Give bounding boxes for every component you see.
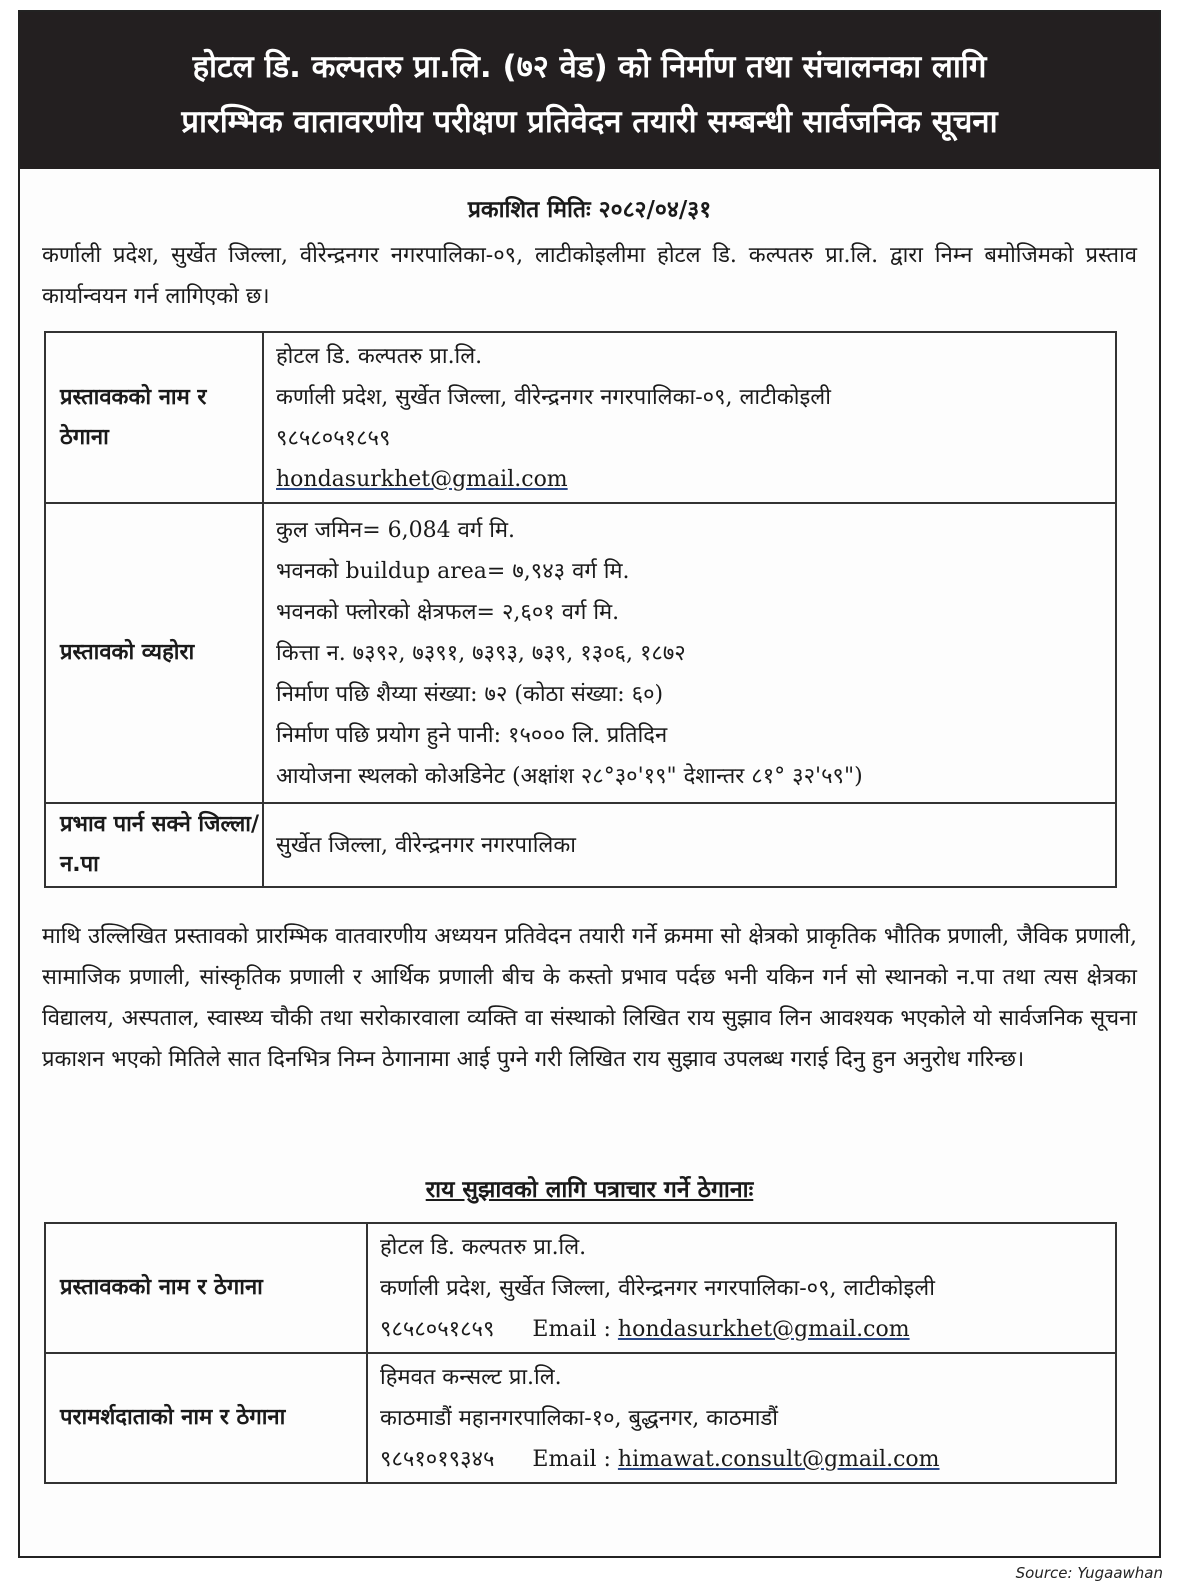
consultant-row	[45, 1353, 1116, 1483]
correspondence-proponent-value	[367, 1223, 1116, 1353]
affected-row	[45, 803, 1116, 887]
correspondence-heading	[20, 1168, 1159, 1212]
header-line-1: होटल डि. कल्पतरु प्रा.लि. (७२ वेड) को निर्माण तथा संचालनका लागि	[192, 49, 987, 85]
consultant-email-link[interactable]: himawat.consult@gmail.com	[617, 1446, 940, 1472]
correspondence-proponent-name: होटल डि. कल्पतरु प्रा.लि.	[380, 1234, 587, 1260]
body-paragraph: माथि उल्लिखित प्रस्तावको प्रारम्भिक वातवारणीय अध्ययन प्रतिवेदन तयारी गर्ने क्रममा सो क्षेत्रको प्राकृतिक भौतिक प्रणाली, जैविक प्रणाली, सामाजिक प्रणाली, सांस्कृतिक प्रणाली र आर्थिक प्रणाली बीच के कस्तो प्रभाव पर्दछ भनी यकिन गर्न सो स्थानको न.पा तथा त्यस क्षेत्रका विद्यालय, अस्पताल, स्वास्थ्य चौकी तथा सरोकारवाला व्यक्ति वा संस्थाको लिखित राय सुझाव लिन आवश्यक भएकोले यो सार्वजनिक सूचना प्रकाशन भएको मितिले सात दिनभित्र निम्न ठेगानामा आई पुग्ने गरी लिखित राय सुझाव उपलब्ध गराई दिनु हुन अनुरोध गरिन्छ।	[42, 924, 1137, 1072]
proponent-row	[45, 332, 1116, 503]
notice-header	[20, 12, 1159, 169]
source-credit: Source: Yugaawhan	[1015, 1564, 1163, 1582]
affected-label: प्रभाव पार्न सक्ने जिल्ला/ न.पा	[45, 803, 263, 887]
proponent-address: कर्णाली प्रदेश, सुर्खेत जिल्ला, वीरेन्द्रनगर नगरपालिका-०९, लाटीकोइली	[276, 384, 831, 410]
consultant-address: काठमाडौं महानगरपालिका-१०, बुद्धनगर, काठमाडौं	[380, 1405, 778, 1431]
proponent-phone: ९८५८०५१८५९	[276, 425, 391, 451]
detail-coordinates: आयोजना स्थलको कोअडिनेट (अक्षांश २८°३०'१९" देशान्तर ८१° ३२'५९")	[276, 763, 863, 789]
consultant-value	[367, 1353, 1116, 1483]
detail-land-area: कुल जमिन= 6,084 वर्ग मि.	[276, 517, 516, 543]
detail-buildup-area: भवनको buildup area= ७,९४३ वर्ग मि.	[276, 558, 630, 584]
details-row	[45, 503, 1116, 803]
affected-value: सुर्खेत जिल्ला, वीरेन्द्रनगर नगरपालिका	[263, 803, 1116, 887]
consultant-name: हिमवत कन्सल्ट प्रा.लि.	[380, 1364, 562, 1390]
email-label: Email :	[532, 1446, 618, 1472]
header-line-2: प्रारम्भिक वातावरणीय परीक्षण प्रतिवेदन तयारी सम्बन्धी सार्वजनिक सूचना	[181, 104, 998, 140]
consultant-label: परामर्शदाताको नाम र ठेगाना	[45, 1353, 367, 1483]
correspondence-proponent-email-link[interactable]: hondasurkhet@gmail.com	[617, 1316, 910, 1342]
proponent-email-link[interactable]: hondasurkhet@gmail.com	[276, 466, 568, 492]
correspondence-proponent-address: कर्णाली प्रदेश, सुर्खेत जिल्ला, वीरेन्द्रनगर नगरपालिका-०९, लाटीकोइली	[380, 1275, 935, 1301]
detail-water-use: निर्माण पछि प्रयोग हुने पानी: १५००० लि. प्रतिदिन	[276, 722, 668, 748]
proponent-value	[263, 332, 1116, 503]
proponent-label: प्रस्तावकको नाम र ठेगाना	[45, 332, 263, 503]
consultant-phone: ९८५१०१९३४५	[380, 1446, 495, 1472]
public-notice	[18, 10, 1161, 1558]
correspondence-heading-text: राय सुझावको लागि पत्राचार गर्ने ठेगानाः	[425, 1176, 754, 1203]
publish-date: प्रकाशित मितिः २०८२/०४/३१	[467, 196, 712, 223]
correspondence-proponent-phone: ९८५८०५१८५९	[380, 1316, 495, 1342]
proponent-name: होटल डि. कल्पतरु प्रा.लि.	[276, 343, 483, 369]
proposal-table	[44, 331, 1117, 888]
detail-plot-numbers: कित्ता न. ७३९२, ७३९१, ७३९३, ७३९, १३०६, १८७२	[276, 640, 686, 666]
details-label: प्रस्तावको व्यहोरा	[45, 503, 263, 803]
intro-paragraph: कर्णाली प्रदेश, सुर्खेत जिल्ला, वीरेन्द्रनगर नगरपालिका-०९, लाटीकोइलीमा होटल डि. कल्पतरु प्रा.लि. द्वारा निम्न बमोजिमको प्रस्ताव कार्यान्वयन गर्न लागिएको छ।	[42, 243, 1137, 309]
email-label: Email :	[532, 1316, 618, 1342]
details-value	[263, 503, 1116, 803]
correspondence-table	[44, 1222, 1117, 1484]
correspondence-proponent-row	[45, 1223, 1116, 1353]
correspondence-proponent-label: प्रस्तावकको नाम र ठेगाना	[45, 1223, 367, 1353]
detail-bed-count: निर्माण पछि शैय्या संख्या: ७२ (कोठा संख्या: ६०)	[276, 681, 664, 707]
detail-floor-area: भवनको फ्लोरको क्षेत्रफल= २,६०१ वर्ग मि.	[276, 599, 620, 625]
